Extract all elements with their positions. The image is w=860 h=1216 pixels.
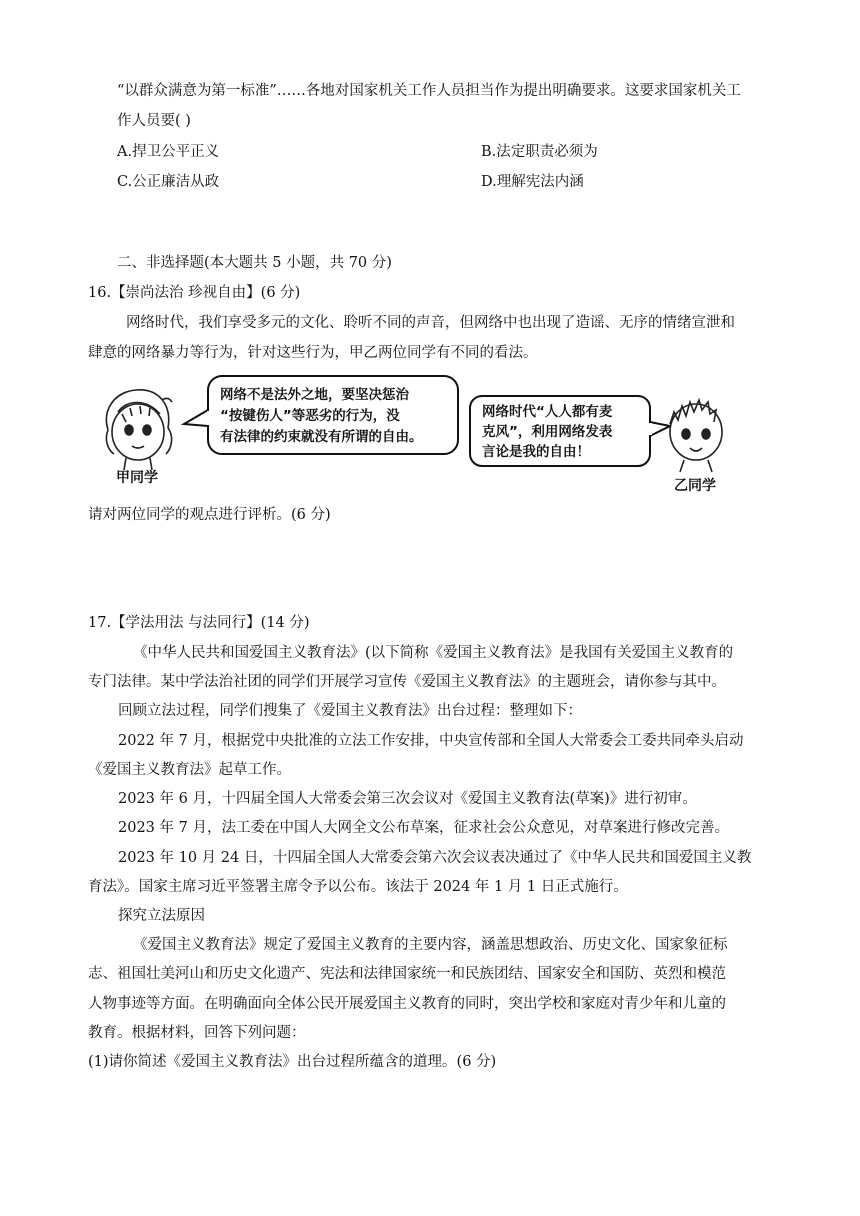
speech-bubble-right <box>470 396 670 466</box>
q17-line: 探究立法原因 <box>118 908 205 924</box>
q17-line: 2023 年 10 月 24 日，十四届全国人大常委会第六次会议表决通过了《中华人民共和国爱国主义教 <box>118 850 752 866</box>
q17-line: 教育。根据材料，回答下列问题： <box>88 1025 306 1041</box>
q17-line: 2023 年 6 月，十四届全国人大常委会第三次会议对《爱国主义教育法(草案)》进行初审。 <box>118 791 697 807</box>
bubble-right-line-2: 克风”，利用网络发表 <box>482 424 613 440</box>
q17-line: 《爱国主义教育法》规定了爱国主义教育的主要内容，涵盖思想政治、历史文化、国家象征标 <box>133 937 728 953</box>
q17-line: 专门法律。某中学法治社团的同学们开展学习宣传《爱国主义教育法》的主题班会，请你参与其中。 <box>88 674 726 690</box>
q17-line: 2022 年 7 月，根据党中央批准的立法工作安排，中央宣传部和全国人大常委会工委共同牵头启动 <box>118 733 744 749</box>
q17-title: 17.【学法用法 与法同行】(14 分) <box>88 615 310 631</box>
q17-line: 《中华人民共和国爱国主义教育法》(以下简称《爱国主义教育法》是我国有关爱国主义教育的 <box>133 645 734 661</box>
bubble-left-line-1: 网络不是法外之地，要坚决惩治 <box>220 387 409 403</box>
bubble-left-line-3: 有法律的约束就没有所谓的自由。 <box>220 429 423 445</box>
speech-bubble-left <box>184 376 458 454</box>
q17-line: 《爱国主义教育法》起草工作。 <box>88 762 291 778</box>
q15-option-b: B.法定职责必须为 <box>481 144 598 160</box>
girl-student-icon <box>106 390 172 470</box>
q15-option-c: C.公正廉洁从政 <box>117 174 220 190</box>
q15-option-a: A.捍卫公平正义 <box>117 144 220 160</box>
q15-line-2: 作人员要( ) <box>117 113 191 129</box>
q17-line: 育法》。国家主席习近平签署主席令予以公布。该法于 2024 年 1 月 1 日正式施行。 <box>88 879 628 895</box>
q17-line: 2023 年 7 月，法工委在中国人大网全文公布草案，征求社会公众意见，对草案进行修改完善。 <box>118 820 729 836</box>
q16-title: 16.【崇尚法治 珍视自由】(6 分) <box>88 285 301 301</box>
student-a-label: 甲同学 <box>116 470 158 486</box>
student-b-label: 乙同学 <box>674 478 716 494</box>
q17-line: 人物事迹等方面。在明确面向全体公民开展爱国主义教育的同时，突出学校和家庭对青少年和儿童的 <box>88 996 726 1012</box>
q15-line-1: “以群众满意为第一标准”……各地对国家机关工作人员担当作为提出明确要求。这要求国家机关工 <box>117 83 741 99</box>
q16-paragraph-2: 肆意的网络暴力等行为，针对这些行为，甲乙两位同学有不同的看法。 <box>88 345 538 361</box>
q16-question: 请对两位同学的观点进行评析。(6 分) <box>88 507 331 523</box>
q16-paragraph-1: 网络时代，我们享受多元的文化、聆听不同的声音，但网络中也出现了造谣、无序的情绪宣泄和 <box>126 315 735 331</box>
q15-option-d: D.理解宪法内涵 <box>481 174 584 190</box>
q16-cartoon <box>96 370 736 500</box>
q17-line: 志、祖国壮美河山和历史文化遗产、宪法和法律国家统一和民族团结、国家安全和国防、英烈和模范 <box>88 966 726 982</box>
boy-student-icon <box>670 400 722 472</box>
bubble-left-line-2: “按键伤人”等恶劣的行为，没 <box>220 408 400 424</box>
q17-line: 回顾立法过程，同学们搜集了《爱国主义教育法》出台过程：整理如下： <box>118 703 582 719</box>
section-2-title: 二、非选择题(本大题共 5 小题，共 70 分) <box>117 255 392 271</box>
q17-question-1: (1)请你简述《爱国主义教育法》出台过程所蕴含的道理。(6 分) <box>88 1054 497 1070</box>
bubble-right-line-3: 言论是我的自由！ <box>482 444 590 460</box>
bubble-right-line-1: 网络时代“人人都有麦 <box>482 404 613 420</box>
